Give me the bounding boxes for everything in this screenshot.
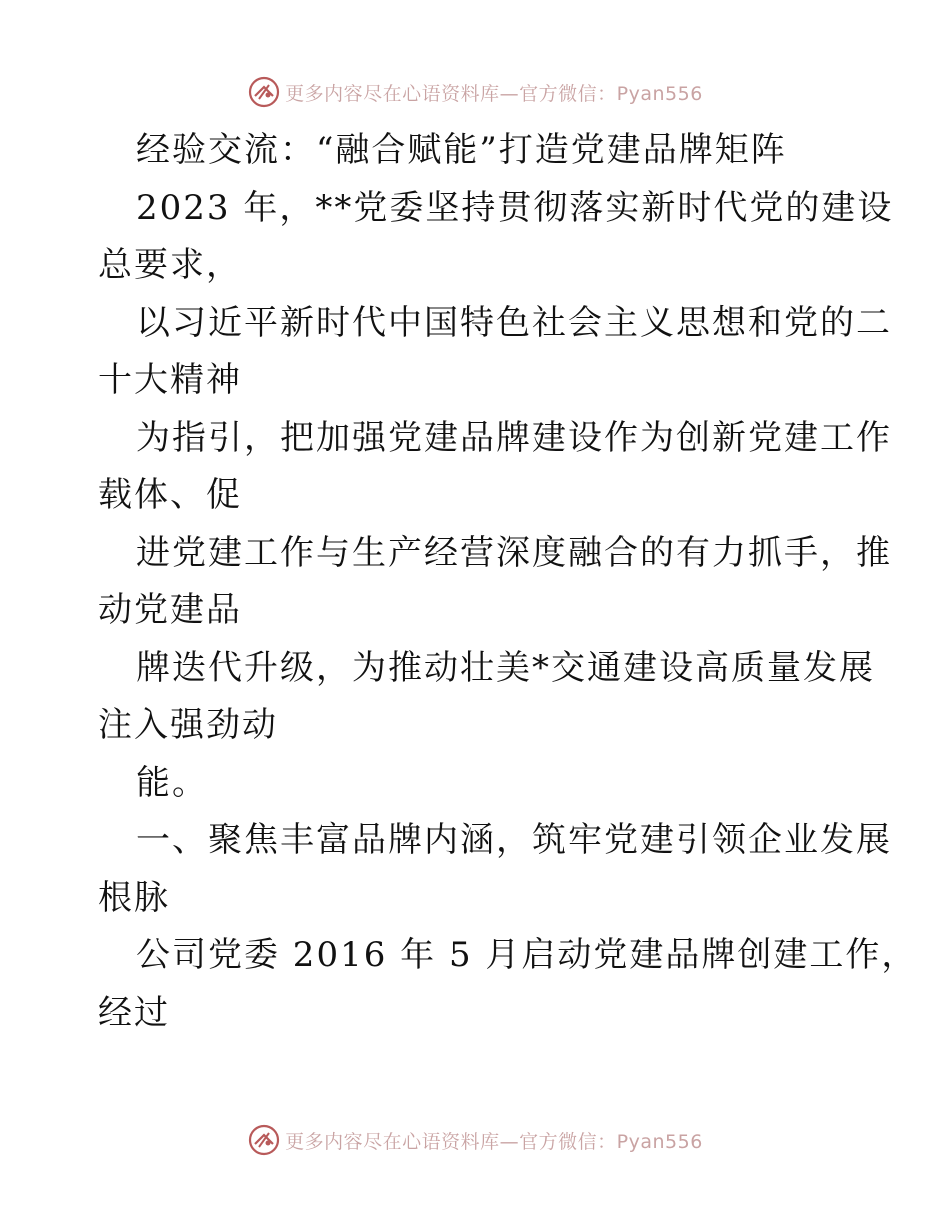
paragraph-line: 以习近平新时代中国特色社会主义思想和党的二	[136, 302, 892, 343]
paragraph-line: 总要求，	[98, 245, 242, 285]
section-heading-continued: 根脉	[98, 877, 170, 918]
header-watermark	[0, 72, 950, 112]
paragraph-line: 动党建品	[98, 590, 242, 630]
paragraph-line: 进党建工作与生产经营深度融合的有力抓手，推	[136, 532, 892, 573]
watermark-text: 更多内容尽在心语资料库—官方微信：Pyan556	[285, 82, 703, 105]
paragraph-line: 十大精神	[98, 360, 242, 400]
paragraph-line: 经过	[98, 992, 170, 1033]
paragraph-line: 2023 年，**党委坚持贯彻落实新时代党的建设	[136, 187, 894, 228]
book-quill-icon	[247, 1123, 281, 1157]
paragraph-line: 载体、促	[98, 475, 242, 515]
document-body	[98, 122, 918, 1042]
paragraph-line: 能。	[136, 762, 208, 803]
document-title: 经验交流：“融合赋能”打造党建品牌矩阵	[136, 130, 787, 170]
watermark-text: 更多内容尽在心语资料库—官方微信：Pyan556	[285, 1130, 703, 1153]
paragraph-line: 注入强劲动	[98, 705, 278, 745]
footer-watermark	[0, 1120, 950, 1160]
paragraph-line: 公司党委 2016 年 5 月启动党建品牌创建工作，	[136, 935, 918, 975]
paragraph-line: 为指引，把加强党建品牌建设作为创新党建工作	[136, 417, 892, 458]
paragraph-line: 牌迭代升级，为推动壮美*交通建设高质量发展	[136, 647, 875, 688]
book-quill-icon	[247, 75, 281, 109]
section-heading: 一、聚焦丰富品牌内涵，筑牢党建引领企业发展	[136, 820, 892, 860]
